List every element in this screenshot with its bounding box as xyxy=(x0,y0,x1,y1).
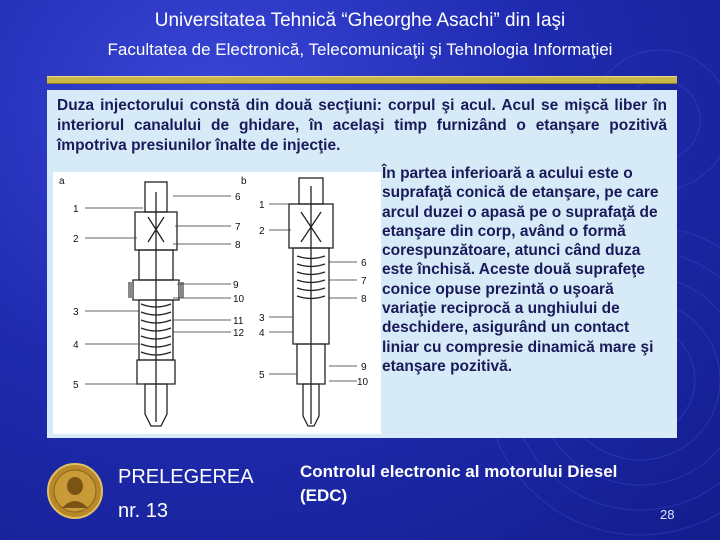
a-label-8: 8 xyxy=(235,240,241,251)
a-label-9: 9 xyxy=(233,280,239,291)
lecture-label xyxy=(118,460,254,528)
header-divider xyxy=(47,76,677,84)
a-label-6: 6 xyxy=(235,192,241,203)
a-label-4: 4 xyxy=(73,340,79,351)
course-title: Controlul electronic al motorului Diesel (EDC) xyxy=(300,462,618,505)
university-seal-icon xyxy=(46,462,104,520)
b-label-9: 9 xyxy=(361,362,367,373)
lecture-title: PRELEGEREA xyxy=(118,466,254,488)
b-label-4: 4 xyxy=(259,328,265,339)
content-panel xyxy=(47,90,677,438)
a-label-1: 1 xyxy=(73,204,79,215)
a-label-2: 2 xyxy=(73,234,79,245)
b-label-2: 2 xyxy=(259,226,265,237)
injector-diagram xyxy=(53,172,381,434)
a-label-12: 12 xyxy=(233,328,245,339)
a-label-10: 10 xyxy=(233,294,245,305)
panel-b-label: b xyxy=(241,176,247,187)
injector-nozzle-figure xyxy=(53,172,381,434)
page-number: 28 xyxy=(660,507,675,522)
a-label-3: 3 xyxy=(73,307,79,318)
university-title: Universitatea Tehnică “Gheorghe Asachi” din Iaşi xyxy=(154,10,566,31)
a-label-7: 7 xyxy=(235,222,241,233)
b-label-1: 1 xyxy=(259,200,265,211)
b-label-3: 3 xyxy=(259,313,265,324)
lecture-number: nr. 13 xyxy=(118,500,169,522)
b-label-8: 8 xyxy=(361,294,367,305)
b-label-6: 6 xyxy=(361,258,367,269)
a-label-11: 11 xyxy=(233,316,244,327)
b-label-7: 7 xyxy=(361,276,367,287)
intro-paragraph: Duza injectorului constă din două secţiuni: corpul şi acul. Acul se mişcă liber în interiorul canalului de ghidare, în acelaşi timp furnizând o etanşare pozitivă împotriva presiunilor înalte de injecţie. xyxy=(57,97,667,154)
panel-a-label: a xyxy=(59,176,65,187)
b-label-10: 10 xyxy=(357,377,369,388)
side-paragraph: În partea inferioară a acului este o suprafaţă conică de etanşare, pe care arcul duzei o apasă pe o suprafaţă de etanşare din corp, având o formă corespunzătoare, atunci când duza este închisă. Aceste două suprafeţe conice opuse prezintă o uşoară variaţie reciprocă a unghiului de deschidere, asigurând un contact liniar cu compresie dinamică mare şi etanşare pozitivă. xyxy=(382,165,659,375)
faculty-title: Facultatea de Electronică, Telecomunicaţii şi Tehnologia Informaţiei xyxy=(107,40,613,59)
a-label-5: 5 xyxy=(73,380,79,391)
b-label-5: 5 xyxy=(259,370,265,381)
